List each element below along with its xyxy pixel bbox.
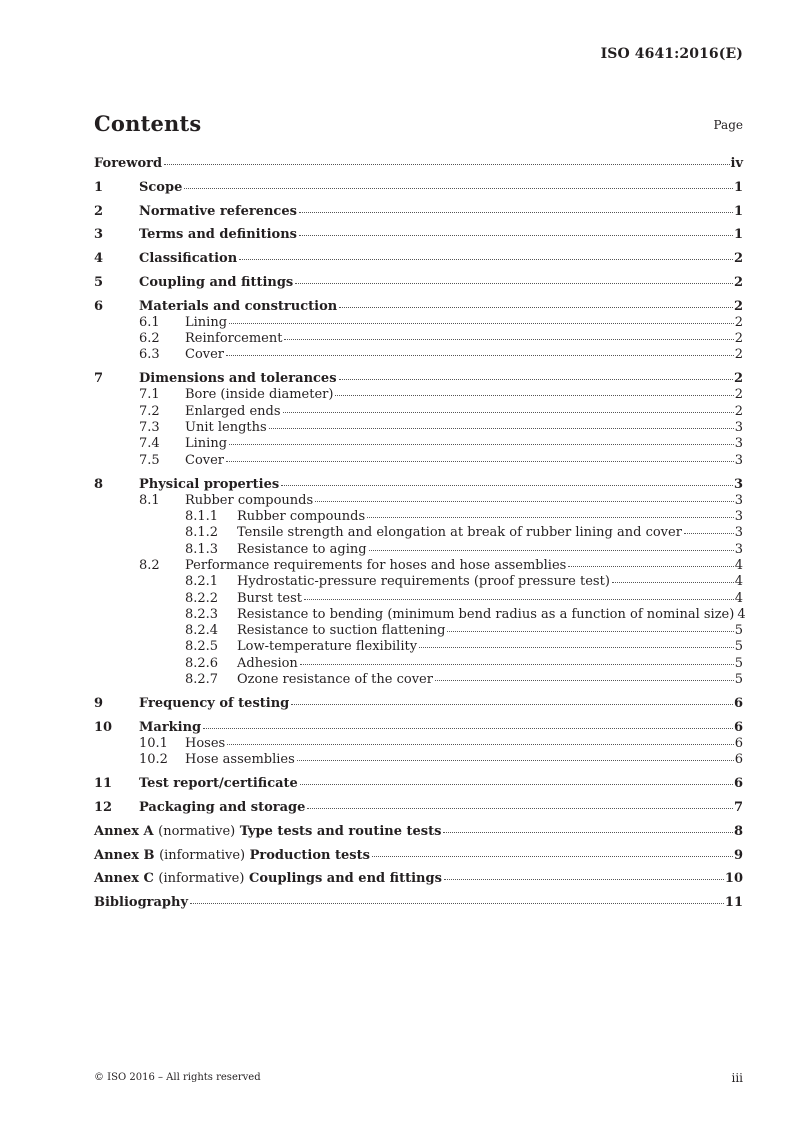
toc-entry-scope[interactable]: 1 Scope 1 (94, 179, 743, 195)
toc-entry-ozone-resistance[interactable]: 8.2.7 Ozone resistance of the cover 5 (185, 672, 743, 688)
toc-entry-low-temperature-flexibility[interactable]: 8.2.5 Low-temperature flexibility 5 (185, 639, 743, 655)
toc-entry-enlarged-ends[interactable]: 7.2 Enlarged ends 2 (139, 403, 743, 419)
toc-entry-terms-and-definitions[interactable]: 3 Terms and definitions 1 (94, 227, 743, 243)
toc-entry-test-report[interactable]: 11 Test report/certificate 6 (94, 776, 743, 792)
footer-page-number: iii (731, 1071, 743, 1085)
toc-entry-cover[interactable]: 6.3 Cover 2 (139, 347, 743, 363)
toc-entry-rubber-compounds-sub[interactable]: 8.1.1 Rubber compounds 3 (185, 509, 743, 525)
toc-entry-annex-b[interactable]: Annex B (informative) Production tests 9 (94, 847, 743, 863)
toc-entry-tensile-strength[interactable]: 8.1.2 Tensile strength and elongation at break of rubber lining and cover 3 (185, 525, 743, 541)
toc-entry-frequency-of-testing[interactable]: 9 Frequency of testing 6 (94, 696, 743, 712)
toc-entry-physical-properties[interactable]: 8 Physical properties 3 (94, 476, 743, 492)
page-title: Contents (94, 111, 202, 136)
toc-entry-reinforcement[interactable]: 6.2 Reinforcement 2 (139, 331, 743, 347)
toc-entry-rubber-compounds[interactable]: 8.1 Rubber compounds 3 (139, 492, 743, 508)
toc-entry-lining[interactable]: 6.1 Lining 2 (139, 314, 743, 330)
toc-entry-performance-requirements[interactable]: 8.2 Performance requirements for hoses and hose assemblies 4 (139, 557, 743, 573)
toc-entry-suction-flattening[interactable]: 8.2.4 Resistance to suction flattening 5 (185, 623, 743, 639)
toc-entry-normative-references[interactable]: 2 Normative references 1 (94, 203, 743, 219)
toc-entry-cover-dimensions[interactable]: 7.5 Cover 3 (139, 452, 743, 468)
toc-entry-hydrostatic-pressure[interactable]: 8.2.1 Hydrostatic-pressure requirements (proof pressure test) 4 (185, 574, 743, 590)
toc-entry-marking[interactable]: 10 Marking 6 (94, 719, 743, 735)
toc-entry-packaging-and-storage[interactable]: 12 Packaging and storage 7 (94, 800, 743, 816)
footer-copyright: © ISO 2016 – All rights reserved (94, 1072, 261, 1083)
toc-entry-hoses[interactable]: 10.1 Hoses 6 (139, 735, 743, 751)
toc-entry-hose-assemblies[interactable]: 10.2 Hose assemblies 6 (139, 752, 743, 768)
toc-entry-annex-a[interactable]: Annex A (normative) Type tests and routine tests 8 (94, 823, 743, 839)
toc-entry-classification[interactable]: 4 Classification 2 (94, 251, 743, 267)
toc-entry-adhesion[interactable]: 8.2.6 Adhesion 5 (185, 655, 743, 671)
toc-entry-lining-dimensions[interactable]: 7.4 Lining 3 (139, 436, 743, 452)
toc-entry-resistance-to-aging[interactable]: 8.1.3 Resistance to aging 3 (185, 541, 743, 557)
toc-entry-bibliography[interactable]: Bibliography 11 (94, 895, 743, 911)
toc-entry-annex-c[interactable]: Annex C (informative) Couplings and end fittings 10 (94, 871, 743, 887)
document-id: ISO 4641:2016(E) (600, 46, 743, 62)
toc-entry-resistance-to-bending[interactable]: 8.2.3 Resistance to bending (minimum bend radius as a function of nominal size) 4 (185, 606, 746, 622)
toc-entry-materials-and-construction[interactable]: 6 Materials and construction 2 (94, 298, 743, 314)
toc-entry-dimensions-and-tolerances[interactable]: 7 Dimensions and tolerances 2 (94, 371, 743, 387)
toc-entry-coupling-and-fittings[interactable]: 5 Coupling and fittings 2 (94, 274, 743, 290)
toc-entry-unit-lengths[interactable]: 7.3 Unit lengths 3 (139, 420, 743, 436)
page-column-heading: Page (713, 118, 743, 132)
toc-entry-bore[interactable]: 7.1 Bore (inside diameter) 2 (139, 387, 743, 403)
table-of-contents (94, 155, 746, 911)
toc-entry-burst-test[interactable]: 8.2.2 Burst test 4 (185, 590, 743, 606)
toc-entry-foreword[interactable]: Foreword iv (94, 156, 743, 171)
